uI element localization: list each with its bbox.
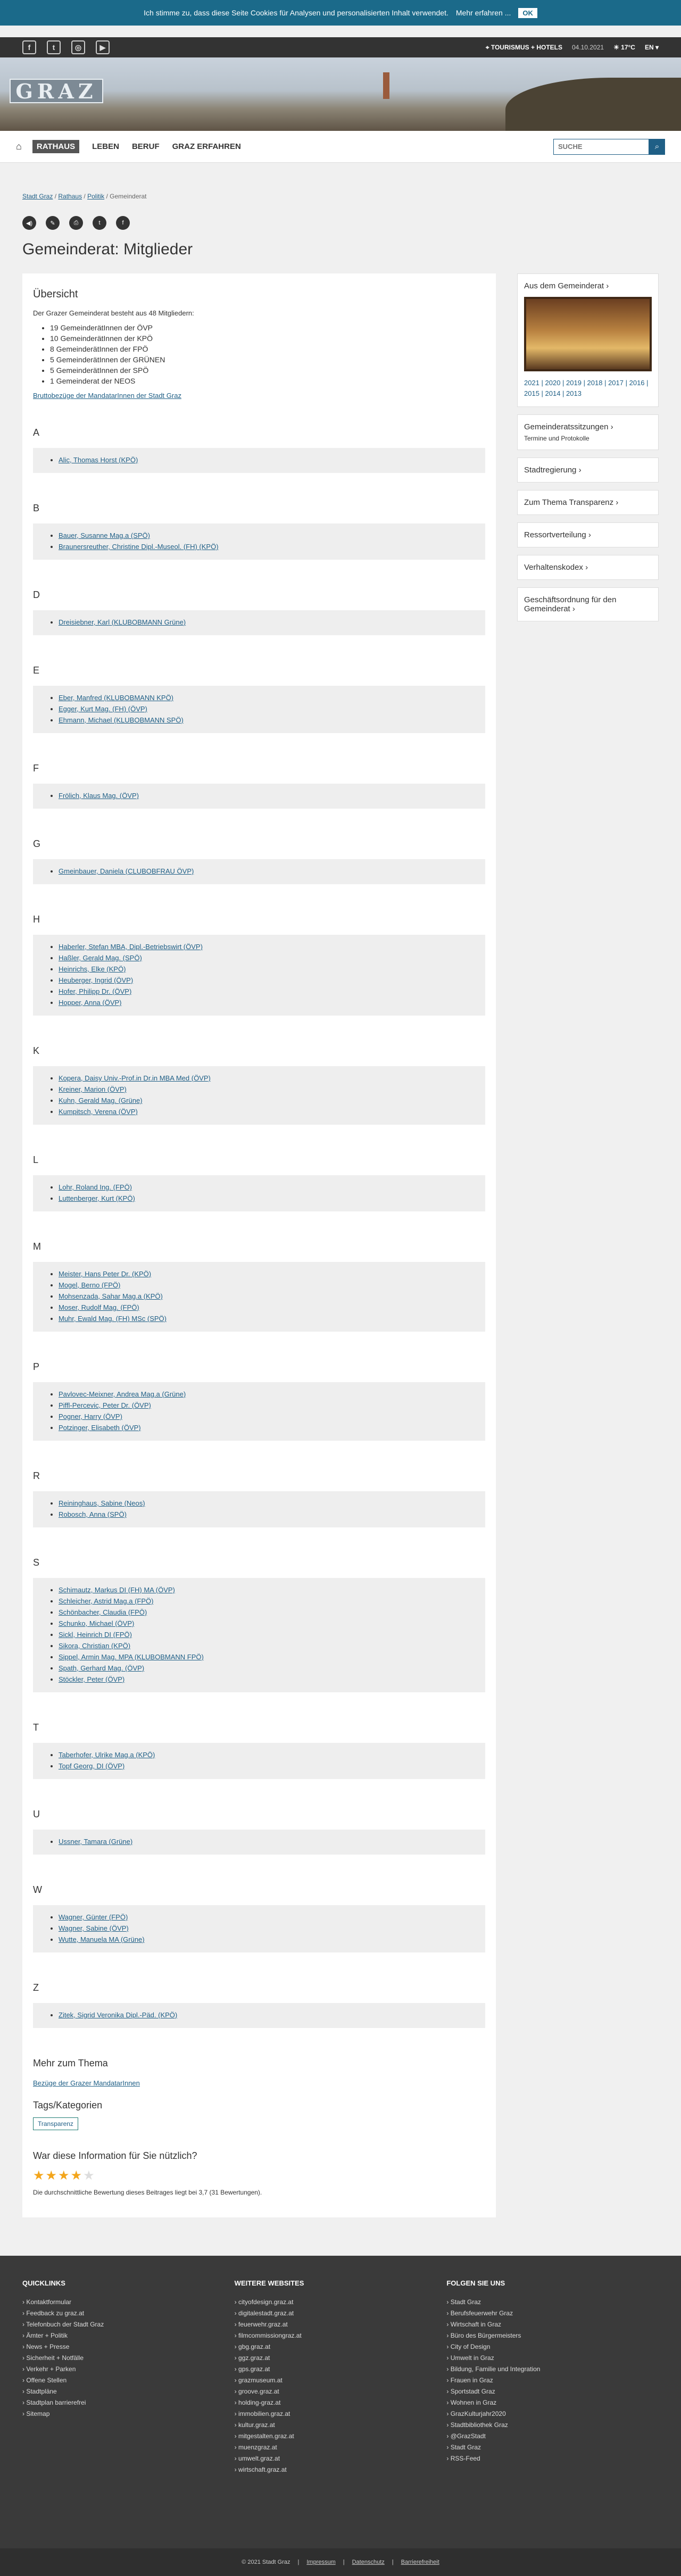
rating bbox=[33, 2150, 485, 2196]
comment-icon[interactable]: ✎ bbox=[46, 216, 60, 230]
facebook-share-icon[interactable]: f bbox=[116, 216, 130, 230]
list-item bbox=[59, 541, 474, 552]
member-list bbox=[33, 2003, 485, 2028]
sidebar-card[interactable] bbox=[517, 587, 659, 621]
footer-link[interactable]: › holding-graz.at bbox=[234, 2399, 281, 2406]
list-item bbox=[59, 1509, 474, 1520]
member-link[interactable]: Hofer, Philipp Dr. (ÖVP) bbox=[59, 987, 132, 995]
list-item bbox=[59, 1663, 474, 1674]
read-aloud-icon[interactable]: ◀) bbox=[22, 216, 36, 230]
list-item bbox=[59, 1934, 474, 1945]
sidebar-card-title[interactable]: Zum Thema Transparenz › bbox=[524, 498, 619, 507]
council-chamber-photo bbox=[524, 297, 652, 371]
list-item bbox=[59, 790, 474, 801]
list-item bbox=[59, 1095, 474, 1106]
footer-link[interactable]: › Wohnen in Graz bbox=[446, 2399, 497, 2406]
footer-link[interactable]: › digitalestadt.graz.at bbox=[234, 2309, 294, 2317]
copyright: © 2021 Stadt Graz bbox=[242, 2559, 290, 2565]
member-link[interactable]: Moser, Rudolf Mag. (FPÖ) bbox=[59, 1303, 139, 1311]
footer-link[interactable]: › Kontaktformular bbox=[22, 2298, 72, 2306]
list-item bbox=[59, 1760, 474, 1772]
section-a bbox=[33, 427, 485, 473]
member-list bbox=[33, 1905, 485, 1952]
section-letter: G bbox=[33, 838, 41, 849]
footer-link[interactable]: › feuerwehr.graz.at bbox=[234, 2321, 288, 2328]
youtube-icon[interactable]: ▶ bbox=[96, 40, 110, 54]
member-link[interactable]: Braunersreuther, Christine Dipl.-Museol. (FH) (KPÖ) bbox=[59, 543, 219, 551]
member-link[interactable]: Sikora, Christian (KPÖ) bbox=[59, 1642, 131, 1650]
member-link[interactable]: Haberler, Stefan MBA, Dipl.-Betriebswirt (ÖVP) bbox=[59, 943, 203, 951]
more-topic bbox=[33, 2058, 485, 2130]
footer bbox=[0, 2256, 681, 2548]
sidebar bbox=[517, 273, 659, 629]
footer-link[interactable]: › wirtschaft.graz.at bbox=[234, 2466, 287, 2473]
member-list bbox=[33, 1175, 485, 1211]
member-list bbox=[33, 1382, 485, 1441]
page-title: Gemeinderat: Mitglieder bbox=[22, 240, 193, 258]
member-link[interactable]: Sippel, Armin Mag. MPA (KLUBOBMANN FPÖ) bbox=[59, 1653, 204, 1661]
section-letter: A bbox=[33, 427, 40, 438]
footer-heading: FOLGEN SIE UNS bbox=[446, 2279, 505, 2287]
footer-link[interactable]: › Offene Stellen bbox=[22, 2376, 67, 2384]
list-item bbox=[59, 997, 474, 1008]
footer-link[interactable]: › @GrazStadt bbox=[446, 2432, 486, 2440]
graz-logo[interactable]: GRAZ bbox=[10, 79, 103, 103]
party-list-item: • 1 Gemeinderat der NEOS bbox=[50, 376, 485, 386]
list-item bbox=[59, 1268, 474, 1279]
footer-link[interactable]: › filmcommissiongraz.at bbox=[234, 2332, 302, 2339]
member-list bbox=[33, 1262, 485, 1332]
sidebar-card[interactable] bbox=[517, 414, 659, 450]
nav-item-beruf[interactable]: BERUF bbox=[131, 142, 160, 151]
footer-link[interactable]: › City of Design bbox=[446, 2343, 491, 2350]
footer-link[interactable]: › GrazKulturjahr2020 bbox=[446, 2410, 506, 2417]
member-link[interactable]: Stöckler, Peter (ÖVP) bbox=[59, 1675, 125, 1683]
tags-heading: Tags/Kategorien bbox=[33, 2100, 103, 2110]
footer-link[interactable]: › Sportstadt Graz bbox=[446, 2388, 495, 2395]
list-item bbox=[59, 454, 474, 466]
party-list-item: • 10 GemeinderätInnen der KPÖ bbox=[50, 333, 485, 344]
year-links[interactable]: 2021 | 2020 | 2019 | 2018 | 2017 | 2016 | 2015 | 2014 | 2013 bbox=[524, 379, 649, 397]
impressum-link[interactable]: Impressum bbox=[306, 2559, 336, 2565]
member-link[interactable]: Kopera, Daisy Univ.-Prof.in Dr.in MBA Med (ÖVP) bbox=[59, 1074, 211, 1082]
aus-dem-gemeinderat-card bbox=[517, 273, 659, 407]
footer-link[interactable]: › muenzgraz.at bbox=[234, 2444, 277, 2451]
facebook-icon[interactable]: f bbox=[22, 40, 36, 54]
footer-bottom: © 2021 Stadt Graz | Impressum | Datenschutz | Barrierefreiheit bbox=[0, 2548, 681, 2576]
footer-link[interactable]: › umwelt.graz.at bbox=[234, 2455, 280, 2462]
breadcrumb: Stadt Graz / Rathaus / Politik / Gemeinderat bbox=[22, 193, 147, 200]
list-item bbox=[59, 1596, 474, 1607]
barrierefreiheit-link[interactable]: Barrierefreiheit bbox=[401, 2559, 439, 2565]
twitter-icon[interactable]: t bbox=[47, 40, 61, 54]
member-link[interactable]: Schunko, Michael (ÖVP) bbox=[59, 1619, 135, 1627]
footer-link[interactable]: › Verkehr + Parken bbox=[22, 2365, 76, 2373]
footer-link[interactable]: › Sicherheit + Notfälle bbox=[22, 2354, 84, 2362]
footer-heading: WEITERE WEBSITES bbox=[234, 2279, 304, 2287]
section-letter: M bbox=[33, 1241, 41, 1252]
search-input[interactable] bbox=[553, 139, 649, 155]
list-item bbox=[59, 1836, 474, 1847]
section-h bbox=[33, 914, 485, 1016]
member-list bbox=[33, 1830, 485, 1855]
twitter-share-icon[interactable]: t bbox=[93, 216, 106, 230]
party-list-item: • 19 GemeinderätInnen der ÖVP bbox=[50, 322, 485, 333]
section-f bbox=[33, 763, 485, 809]
clock-tower-shape bbox=[383, 72, 389, 99]
list-item bbox=[59, 1084, 474, 1095]
footer-column bbox=[446, 2279, 659, 2475]
member-list bbox=[33, 784, 485, 809]
main-content bbox=[22, 273, 496, 2217]
footer-link[interactable]: › Telefonbuch der Stadt Graz bbox=[22, 2321, 104, 2328]
cookie-ok-button[interactable]: OK bbox=[518, 8, 537, 18]
cookie-banner bbox=[0, 0, 681, 26]
member-link[interactable]: Muhr, Ewald Mag. (FH) MSc (SPÖ) bbox=[59, 1315, 167, 1323]
member-link[interactable]: Meister, Hans Peter Dr. (KPÖ) bbox=[59, 1270, 152, 1278]
section-letter: L bbox=[33, 1154, 39, 1165]
list-item bbox=[59, 1651, 474, 1663]
footer-links bbox=[22, 2297, 235, 2420]
member-link[interactable]: Alic, Thomas Horst (KPÖ) bbox=[59, 456, 138, 464]
footer-link[interactable]: › immobilien.graz.at bbox=[234, 2410, 290, 2417]
footer-link[interactable]: › mitgestalten.graz.at bbox=[234, 2432, 294, 2440]
member-link[interactable]: Robosch, Anna (SPÖ) bbox=[59, 1510, 127, 1518]
sidebar-card-title[interactable]: Verhaltenskodex › bbox=[524, 563, 588, 572]
section-letter: F bbox=[33, 763, 39, 774]
section-letter: T bbox=[33, 1722, 39, 1733]
footer-link[interactable]: › Umwelt in Graz bbox=[446, 2354, 494, 2362]
star-icon[interactable]: ★ bbox=[58, 2168, 70, 2183]
more-heading: Mehr zum Thema bbox=[33, 2058, 108, 2068]
section-z bbox=[33, 1982, 485, 2028]
brutto-link[interactable]: Bruttobezüge der MandatarInnen der Stadt Graz bbox=[33, 392, 181, 400]
breadcrumb-current: Gemeinderat bbox=[110, 193, 147, 200]
list-item bbox=[59, 1498, 474, 1509]
section-letter: R bbox=[33, 1470, 40, 1481]
member-link[interactable]: Schimautz, Markus DI (FH) MA (ÖVP) bbox=[59, 1586, 175, 1594]
datenschutz-link[interactable]: Datenschutz bbox=[352, 2559, 385, 2565]
cookie-more-link[interactable]: Mehr erfahren ... bbox=[455, 9, 511, 17]
list-item bbox=[59, 941, 474, 952]
member-link[interactable]: Wagner, Sabine (ÖVP) bbox=[59, 1924, 129, 1932]
rating-average: Die durchschnittliche Bewertung dieses Beitrages liegt bei 3,7 (31 Bewertungen). bbox=[33, 2189, 262, 2196]
list-item bbox=[59, 1291, 474, 1302]
list-item bbox=[59, 1073, 474, 1084]
member-link[interactable]: Mogel, Berno (FPÖ) bbox=[59, 1281, 121, 1289]
party-list-item: • 5 GemeinderätInnen der GRÜNEN bbox=[50, 354, 485, 365]
star-icon[interactable]: ★ bbox=[83, 2168, 95, 2183]
star-icon[interactable]: ★ bbox=[70, 2168, 82, 2183]
top-right bbox=[486, 44, 659, 52]
section-letter: D bbox=[33, 589, 40, 600]
nav-item-leben[interactable]: LEBEN bbox=[92, 142, 119, 151]
footer-link[interactable]: › cityofdesign.graz.at bbox=[234, 2298, 294, 2306]
footer-link[interactable]: › News + Presse bbox=[22, 2343, 70, 2350]
member-link[interactable]: Haßler, Gerald Mag. (SPÖ) bbox=[59, 954, 142, 962]
member-link[interactable]: Reininghaus, Sabine (Neos) bbox=[59, 1499, 145, 1507]
section-k bbox=[33, 1045, 485, 1125]
section-s bbox=[33, 1557, 485, 1692]
sidebar-card[interactable] bbox=[517, 458, 659, 483]
member-list bbox=[33, 686, 485, 733]
section-letter: B bbox=[33, 503, 40, 513]
tourism-link[interactable]: ⌖ TOURISMUS + HOTELS bbox=[485, 43, 562, 51]
footer-link[interactable]: › gbg.graz.at bbox=[234, 2343, 271, 2350]
date-display: 04.10.2021 bbox=[572, 44, 604, 51]
instagram-icon[interactable]: ◎ bbox=[71, 40, 85, 54]
section-letter: U bbox=[33, 1809, 40, 1819]
list-item bbox=[59, 1912, 474, 1923]
list-item bbox=[59, 986, 474, 997]
member-link[interactable]: Kreiner, Marion (ÖVP) bbox=[59, 1085, 127, 1093]
list-item bbox=[59, 1279, 474, 1291]
footer-links bbox=[235, 2297, 447, 2475]
member-link[interactable]: Gmeinbauer, Daniela (CLUBOBFRAU ÖVP) bbox=[59, 867, 194, 875]
member-link[interactable]: Zitek, Sigrid Veronika Dipl.-Päd. (KPÖ) bbox=[59, 2011, 178, 2019]
footer-link[interactable]: › Ämter + Politik bbox=[22, 2332, 68, 2339]
nav-item-rathaus[interactable]: RATHAUS bbox=[32, 140, 79, 153]
star-icon[interactable]: ★ bbox=[33, 2168, 45, 2183]
sidebar-card-title[interactable]: Gemeinderatssitzungen › bbox=[524, 422, 613, 431]
overview-intro: Der Grazer Gemeinderat besteht aus 48 Mitgliedern: bbox=[33, 309, 194, 317]
section-letter: E bbox=[33, 665, 40, 676]
list-item bbox=[59, 1182, 474, 1193]
list-item bbox=[59, 530, 474, 541]
party-list-item: • 8 GemeinderätInnen der FPÖ bbox=[50, 344, 485, 354]
breadcrumb-stadt-graz[interactable]: Stadt Graz bbox=[22, 193, 53, 200]
rating-question: War diese Information für Sie nützlich? bbox=[33, 2150, 197, 2161]
member-list bbox=[33, 1743, 485, 1779]
member-link[interactable]: Frölich, Klaus Mag. (ÖVP) bbox=[59, 792, 139, 800]
list-item bbox=[59, 1618, 474, 1629]
breadcrumb-politik[interactable]: Politik bbox=[87, 193, 105, 200]
sidebar-card[interactable] bbox=[517, 522, 659, 547]
section-p bbox=[33, 1361, 485, 1441]
list-item bbox=[59, 1422, 474, 1433]
nav-item-graz-erfahren[interactable]: GRAZ ERFAHREN bbox=[172, 142, 241, 151]
list-item bbox=[59, 617, 474, 628]
footer-link[interactable]: › Stadtpläne bbox=[22, 2388, 57, 2395]
party-list-item: • 5 GemeinderätInnen der SPÖ bbox=[50, 365, 485, 376]
list-item bbox=[59, 963, 474, 975]
member-link[interactable]: Egger, Kurt Mag. (FH) (ÖVP) bbox=[59, 705, 147, 713]
member-link[interactable]: Sickl, Heinrich DI (FPÖ) bbox=[59, 1631, 132, 1639]
footer-link[interactable]: › Sitemap bbox=[22, 2410, 50, 2417]
member-link[interactable]: Spath, Gerhard Mag. (ÖVP) bbox=[59, 1664, 145, 1672]
sidebar-card-title[interactable]: Stadtregierung › bbox=[524, 466, 582, 475]
sidebar-card-title[interactable]: Geschäftsordnung für den Gemeinderat › bbox=[524, 595, 617, 613]
sidebar-card-subtitle: Termine und Protokolle bbox=[524, 435, 589, 442]
section-letter: W bbox=[33, 1884, 42, 1895]
section-letter: K bbox=[33, 1045, 40, 1056]
main-nav bbox=[0, 131, 681, 163]
list-item bbox=[59, 1749, 474, 1760]
list-item bbox=[59, 1629, 474, 1640]
rating-stars[interactable] bbox=[33, 2168, 485, 2183]
footer-link[interactable]: › Bildung, Familie und Integration bbox=[446, 2365, 541, 2373]
list-item bbox=[59, 952, 474, 963]
member-link[interactable]: Schleicher, Astrid Mag.a (FPÖ) bbox=[59, 1597, 154, 1605]
member-link[interactable]: Pogner, Harry (ÖVP) bbox=[59, 1412, 122, 1420]
overview-heading: Übersicht bbox=[33, 288, 78, 300]
list-item bbox=[59, 1640, 474, 1651]
search-icon[interactable]: ⌕ bbox=[649, 139, 665, 155]
breadcrumb-rathaus[interactable]: Rathaus bbox=[58, 193, 82, 200]
footer-link[interactable]: › Wirtschaft in Graz bbox=[446, 2321, 502, 2328]
member-link[interactable]: Hopper, Anna (ÖVP) bbox=[59, 999, 122, 1007]
member-list bbox=[33, 1491, 485, 1527]
section-b bbox=[33, 503, 485, 560]
list-item bbox=[59, 1607, 474, 1618]
member-list bbox=[33, 935, 485, 1016]
more-link[interactable]: Bezüge der Grazer MandatarInnen bbox=[33, 2079, 140, 2087]
footer-link[interactable]: › gps.graz.at bbox=[234, 2365, 270, 2373]
member-sections bbox=[33, 427, 485, 2028]
member-list bbox=[33, 859, 485, 884]
member-list bbox=[33, 448, 485, 473]
footer-column bbox=[22, 2279, 235, 2475]
schlossberg-shape bbox=[505, 78, 681, 131]
footer-link[interactable]: › Stadt Graz bbox=[446, 2444, 481, 2451]
list-item bbox=[59, 1411, 474, 1422]
footer-link[interactable]: › Stadt Graz bbox=[446, 2298, 481, 2306]
section-letter: P bbox=[33, 1361, 40, 1372]
tag-transparenz[interactable]: Transparenz bbox=[33, 2117, 78, 2130]
member-link[interactable]: Topf Georg, DI (ÖVP) bbox=[59, 1762, 125, 1770]
member-link[interactable]: Heuberger, Ingrid (ÖVP) bbox=[59, 976, 134, 984]
list-item bbox=[59, 714, 474, 726]
star-icon[interactable]: ★ bbox=[45, 2168, 57, 2183]
section-w bbox=[33, 1884, 485, 1952]
member-link[interactable]: Lohr, Roland Ing. (FPÖ) bbox=[59, 1183, 132, 1191]
sidebar-card[interactable] bbox=[517, 490, 659, 515]
member-link[interactable]: Bauer, Susanne Mag.a (SPÖ) bbox=[59, 531, 150, 539]
sidebar-card-title[interactable]: Ressortverteilung › bbox=[524, 530, 591, 539]
footer-heading: QUICKLINKS bbox=[22, 2279, 65, 2287]
member-link[interactable]: Schönbacher, Claudia (FPÖ) bbox=[59, 1608, 147, 1616]
social-icons bbox=[22, 40, 110, 54]
section-e bbox=[33, 665, 485, 733]
member-link[interactable]: Kuhn, Gerald Mag. (Grüne) bbox=[59, 1096, 143, 1104]
footer-link[interactable]: › Stadtplan barrierefrei bbox=[22, 2399, 86, 2406]
list-item bbox=[59, 975, 474, 986]
footer-link[interactable]: › kultur.graz.at bbox=[234, 2421, 275, 2429]
member-link[interactable]: Potzinger, Elisabeth (ÖVP) bbox=[59, 1424, 141, 1432]
member-link[interactable]: Wutte, Manuela MA (Grüne) bbox=[59, 1935, 145, 1943]
footer-link[interactable]: › groove.graz.at bbox=[234, 2388, 279, 2395]
list-item bbox=[59, 1923, 474, 1934]
member-link[interactable]: Taberhofer, Ulrike Mag.a (KPÖ) bbox=[59, 1751, 155, 1759]
top-bar bbox=[0, 37, 681, 57]
member-link[interactable]: Mohsenzada, Sahar Mag.a (KPÖ) bbox=[59, 1292, 163, 1300]
footer-link[interactable]: › Berufsfeuerwehr Graz bbox=[446, 2309, 513, 2317]
member-link[interactable]: Eber, Manfred (KLUBOBMANN KPÖ) bbox=[59, 694, 174, 702]
member-link[interactable]: Luttenberger, Kurt (KPÖ) bbox=[59, 1194, 135, 1202]
search-box bbox=[553, 139, 665, 155]
member-link[interactable]: Piffl-Percevic, Peter Dr. (ÖVP) bbox=[59, 1401, 151, 1409]
list-item bbox=[59, 692, 474, 703]
member-list bbox=[33, 1066, 485, 1125]
member-link[interactable]: Wagner, Günter (FPÖ) bbox=[59, 1913, 128, 1921]
section-u bbox=[33, 1809, 485, 1855]
footer-link[interactable]: › Frauen in Graz bbox=[446, 2376, 493, 2384]
section-letter: H bbox=[33, 914, 40, 925]
list-item bbox=[59, 1389, 474, 1400]
section-l bbox=[33, 1154, 485, 1211]
list-item bbox=[59, 866, 474, 877]
footer-links bbox=[446, 2297, 659, 2464]
member-link[interactable]: Ussner, Tamara (Grüne) bbox=[59, 1838, 133, 1846]
footer-link[interactable]: › grazmuseum.at bbox=[234, 2376, 283, 2384]
header-banner bbox=[0, 57, 681, 131]
member-link[interactable]: Kumpitsch, Verena (ÖVP) bbox=[59, 1108, 138, 1116]
member-list bbox=[33, 610, 485, 635]
footer-link[interactable]: › ggz.graz.at bbox=[234, 2354, 270, 2362]
aus-dem-gemeinderat-link[interactable]: Aus dem Gemeinderat › bbox=[524, 281, 609, 290]
member-link[interactable]: Ehmann, Michael (KLUBOBMANN SPÖ) bbox=[59, 716, 184, 724]
list-item bbox=[59, 1193, 474, 1204]
sidebar-card[interactable] bbox=[517, 555, 659, 580]
section-d bbox=[33, 589, 485, 635]
list-item bbox=[59, 1674, 474, 1685]
tool-icons bbox=[0, 200, 681, 230]
member-list bbox=[33, 1578, 485, 1692]
section-letter: S bbox=[33, 1557, 40, 1568]
party-list bbox=[33, 322, 485, 386]
member-list bbox=[33, 523, 485, 560]
footer-link[interactable]: › Feedback zu graz.at bbox=[22, 2309, 85, 2317]
list-item bbox=[59, 1313, 474, 1324]
home-icon[interactable]: ⌂ bbox=[16, 141, 22, 152]
footer-link[interactable]: › Stadtbibliothek Graz bbox=[446, 2421, 508, 2429]
section-t bbox=[33, 1722, 485, 1779]
list-item bbox=[59, 2009, 474, 2021]
list-item bbox=[59, 1106, 474, 1117]
list-item bbox=[59, 1302, 474, 1313]
footer-link[interactable]: › RSS-Feed bbox=[446, 2455, 480, 2462]
list-item bbox=[59, 703, 474, 714]
section-letter: Z bbox=[33, 1982, 39, 1993]
list-item bbox=[59, 1400, 474, 1411]
member-link[interactable]: Dreisiebner, Karl (KLUBOBMANN Grüne) bbox=[59, 618, 186, 626]
list-item bbox=[59, 1584, 474, 1596]
section-m bbox=[33, 1241, 485, 1332]
footer-column bbox=[235, 2279, 447, 2475]
member-link[interactable]: Heinrichs, Elke (KPÖ) bbox=[59, 965, 126, 973]
member-link[interactable]: Pavlovec-Meixner, Andrea Mag.a (Grüne) bbox=[59, 1390, 186, 1398]
cookie-text: Ich stimme zu, dass diese Seite Cookies für Analysen und personalisierten Inhalt verwendet. bbox=[144, 9, 449, 17]
weather-display: ☀ 17°C bbox=[613, 44, 635, 51]
print-icon[interactable]: ⎙ bbox=[69, 216, 83, 230]
language-select[interactable]: EN ▾ bbox=[644, 44, 659, 51]
section-g bbox=[33, 838, 485, 884]
section-r bbox=[33, 1470, 485, 1527]
footer-link[interactable]: › Büro des Bürgermeisters bbox=[446, 2332, 521, 2339]
